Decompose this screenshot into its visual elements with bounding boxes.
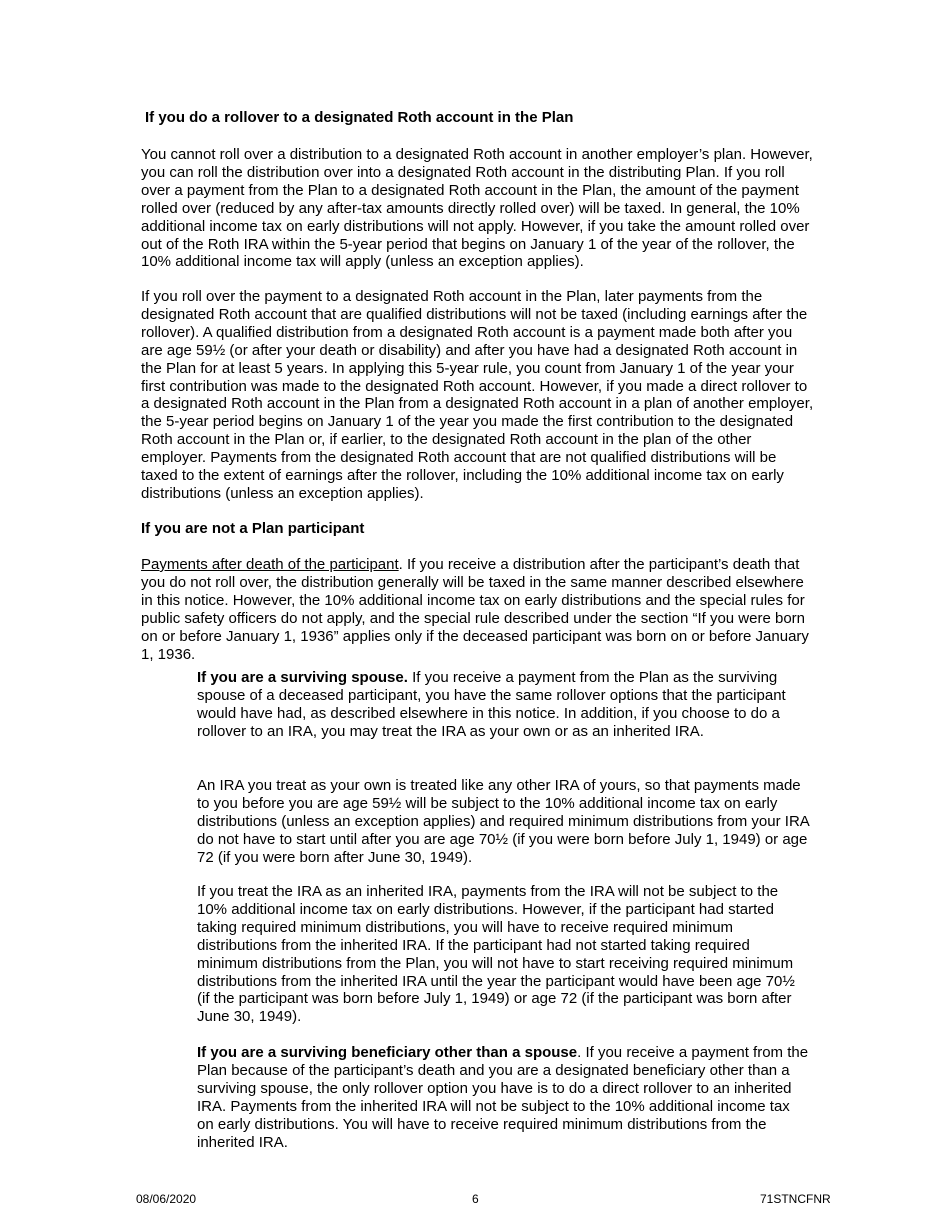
payments-after-death-paragraph (141, 556, 816, 663)
paragraph-text: If you roll over the payment to a designated Roth account in the Plan, later payments from the designated Roth account that are qualified distributions will not be taxed (including earnings after the rollover). A qualified distribution from a designated Roth account is a payment made both after you are age 59½ (or after your death or disability) and after you have had a designated Roth account in the Plan for at least 5 years. In applying this 5-year rule, you count from January 1 of the year your first contribution was made to the designated Roth account. However, if you made a direct rollover to a designated Roth account in the Plan from a designated Roth account in a plan of another employer, the 5-year period begins on January 1 of the year you made the first contribution to the designated Roth account in the Plan or, if earlier, to the designated Roth account in the plan of the other employer. Payments from the designated Roth account that are not qualified distributions will be taxed to the extent of earnings after the rollover, including the 10% additional income tax on early distributions (unless an exception applies). (141, 288, 814, 502)
surviving-spouse-title: If you are a surviving spouse. (197, 669, 408, 686)
non-participant-heading: If you are not a Plan participant (141, 520, 365, 537)
payments-after-death-text: . If you receive a distribution after the participant’s death that you do not roll over, the distribution generally will be taxed in the same manner described elsewhere in this notice. However, the 10% additional income tax on early distributions and the special rules for public safety officers do not apply, and the special rule described under the section “If you were born on or before January 1, 1936” applies only if the deceased participant was born on or before January 1, 1936. (141, 556, 809, 663)
surviving-spouse-text: If you receive a payment from the Plan as the surviving spouse of a deceased participant, you have the same rollover options that the participant would have had, as described elsewhere in this notice. In addition, if you choose to do a rollover to an IRA, you may treat the IRA as your own or as an inherited IRA. (197, 669, 786, 740)
payments-after-death-title: Payments after death of the participant (141, 556, 399, 573)
roth-rollover-paragraph-1 (141, 146, 816, 271)
inherited-ira-paragraph (197, 883, 809, 1026)
roth-rollover-heading-block (145, 109, 820, 127)
footer-page-number: 6 (472, 1192, 479, 1206)
footer-doc-code: 71STNCFNR (760, 1192, 831, 1206)
footer-date: 08/06/2020 (136, 1192, 197, 1206)
surviving-beneficiary-text: . If you receive a payment from the Plan because of the participant’s death and you are a designated beneficiary other than a surviving spouse, the only rollover option you have is to do a direct rollover to an inherited IRA. Payments from the inherited IRA will not be subject to the 10% additional income tax on early distributions. You will have to receive required minimum distributions from the inherited IRA. (197, 1044, 809, 1151)
surviving-beneficiary-paragraph (197, 1044, 809, 1151)
surviving-spouse-paragraph (197, 669, 809, 741)
paragraph-text: You cannot roll over a distribution to a designated Roth account in another employer’s plan. However, you can roll the distribution over into a designated Roth account in the distributing Plan. If you roll over a payment from the Plan to a designated Roth account in the Plan, the amount of the payment rolled over (reduced by any after-tax amounts directly rolled over) will be taxed. In general, the 10% additional income tax on early distributions will not apply. However, if you take the amount rolled over out of the Roth IRA within the 5-year period that begins on January 1 of the year of the rollover, the 10% additional income tax will apply (unless an exception applies). (141, 146, 813, 271)
own-ira-paragraph (197, 777, 809, 867)
roth-rollover-paragraph-2 (141, 288, 816, 503)
paragraph-text: An IRA you treat as your own is treated like any other IRA of yours, so that payments made to you before you are age 59½ will be subject to the 10% additional income tax on early distributions (unless an exception applies) and required minimum distributions from your IRA do not have to start until after you are age 70½ (if you were born before July 1, 1949) or age 72 (if you were born after June 30, 1949). (197, 777, 809, 866)
paragraph-text: If you treat the IRA as an inherited IRA, payments from the IRA will not be subject to the 10% additional income tax on early distributions. However, if the participant had started taking required minimum distributions, you will have to receive required minimum distributions from the inherited IRA. If the participant had not started taking required minimum distributions from the Plan, you will not have to start receiving required minimum distributions from the inherited IRA until the year the participant would have been age 70½ (if the participant was born before July 1, 1949) or age 72 (if the participant was born after June 30, 1949). (197, 883, 795, 1026)
non-participant-heading-block (141, 520, 816, 538)
surviving-beneficiary-title: If you are a surviving beneficiary other than a spouse (197, 1044, 578, 1061)
roth-rollover-heading: If you do a rollover to a designated Roth account in the Plan (145, 109, 574, 126)
